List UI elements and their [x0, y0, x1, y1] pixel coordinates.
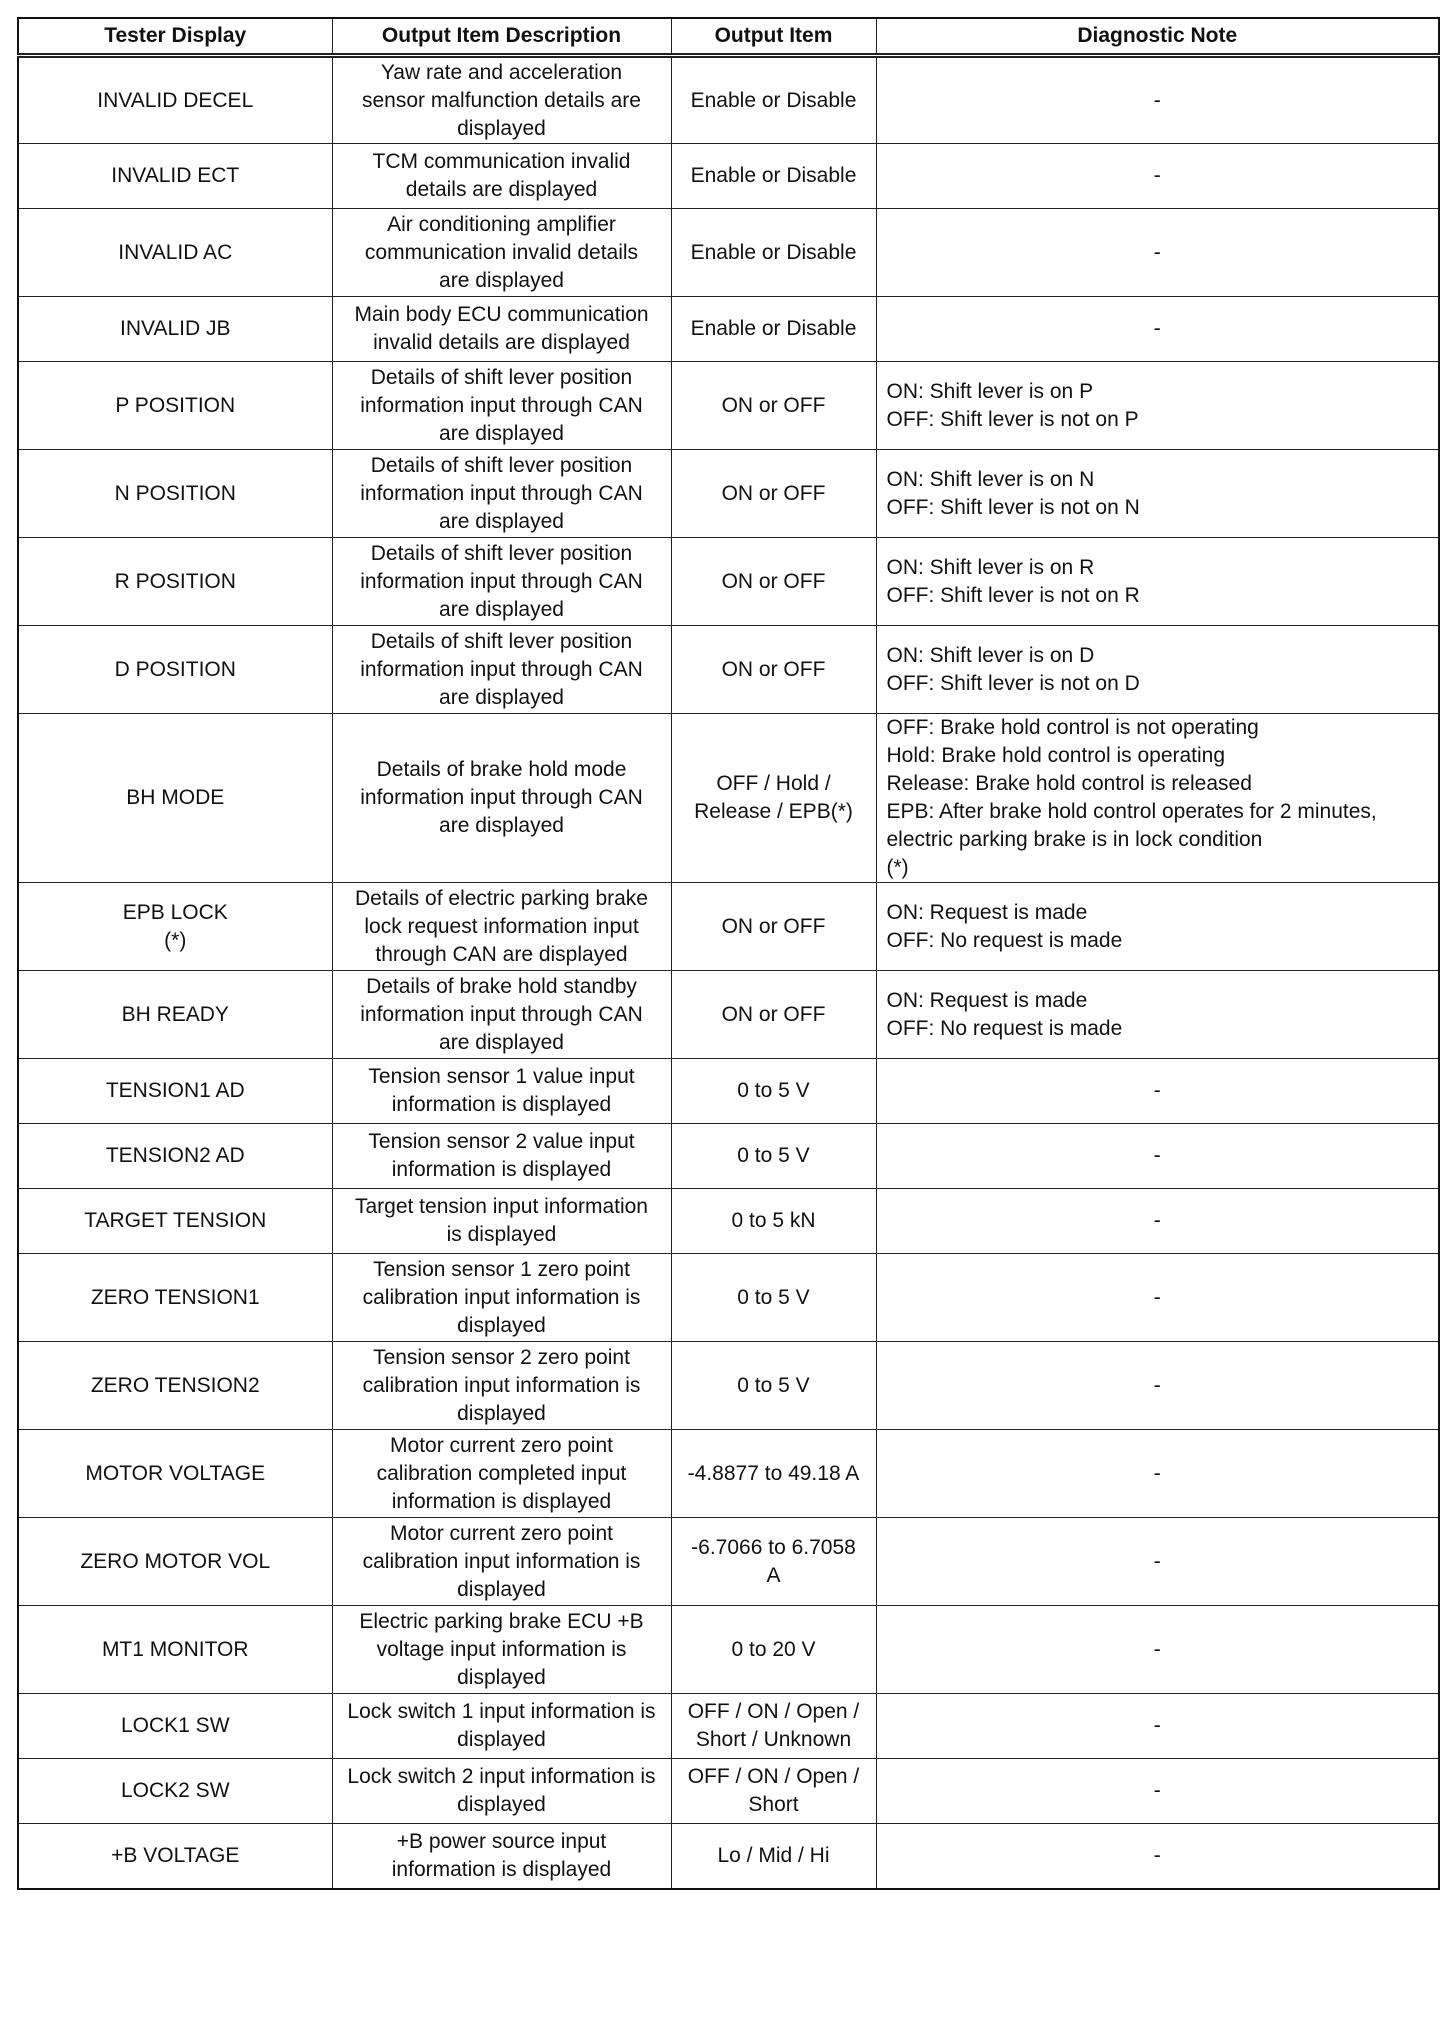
- output-item-description-cell: Yaw rate and acceleration sensor malfunction details are displayed: [332, 56, 671, 144]
- output-item-cell: Enable or Disable: [671, 144, 876, 209]
- output-item-cell: Enable or Disable: [671, 56, 876, 144]
- tester-display-cell: TARGET TENSION: [18, 1189, 332, 1254]
- output-item-cell: ON or OFF: [671, 626, 876, 714]
- tester-display-cell: TENSION1 AD: [18, 1059, 332, 1124]
- output-item-description-cell: TCM communication invalid details are displayed: [332, 144, 671, 209]
- tester-display-cell: EPB LOCK (*): [18, 883, 332, 971]
- table-row: [18, 1059, 1439, 1124]
- output-item-description-cell: Air conditioning amplifier communication invalid details are displayed: [332, 209, 671, 297]
- table-row: [18, 1189, 1439, 1254]
- output-item-cell: Enable or Disable: [671, 297, 876, 362]
- diagnostic-note-cell: -: [876, 1189, 1439, 1254]
- diagnostic-note-cell: -: [876, 1124, 1439, 1189]
- output-item-description-cell: Details of brake hold mode information input through CAN are displayed: [332, 714, 671, 883]
- data-list-table-sheet: [17, 17, 1438, 1890]
- tester-display-cell: P POSITION: [18, 362, 332, 450]
- output-item-description-cell: Details of electric parking brake lock request information input through CAN are displayed: [332, 883, 671, 971]
- table-row: [18, 538, 1439, 626]
- output-item-description-cell: Tension sensor 1 zero point calibration input information is displayed: [332, 1254, 671, 1342]
- output-item-cell: ON or OFF: [671, 450, 876, 538]
- output-item-cell: ON or OFF: [671, 971, 876, 1059]
- tester-display-cell: N POSITION: [18, 450, 332, 538]
- table-row: [18, 1254, 1439, 1342]
- tester-display-cell: ZERO MOTOR VOL: [18, 1518, 332, 1606]
- diagnostic-note-cell: ON: Shift lever is on R OFF: Shift lever is not on R: [876, 538, 1439, 626]
- table-body: [18, 56, 1439, 1889]
- output-item-cell: 0 to 5 V: [671, 1059, 876, 1124]
- diagnostic-note-cell: -: [876, 1694, 1439, 1759]
- tester-display-cell: BH MODE: [18, 714, 332, 883]
- output-item-cell: Lo / Mid / Hi: [671, 1824, 876, 1889]
- diagnostic-note-cell: -: [876, 297, 1439, 362]
- output-item-description-cell: +B power source input information is displayed: [332, 1824, 671, 1889]
- header-diagnostic-note: Diagnostic Note: [876, 18, 1439, 56]
- output-item-cell: OFF / ON / Open / Short: [671, 1759, 876, 1824]
- output-item-description-cell: Lock switch 2 input information is displayed: [332, 1759, 671, 1824]
- table-row: [18, 1430, 1439, 1518]
- table-row: [18, 626, 1439, 714]
- tester-display-cell: ZERO TENSION1: [18, 1254, 332, 1342]
- header-tester-display: Tester Display: [18, 18, 332, 56]
- output-item-cell: Enable or Disable: [671, 209, 876, 297]
- tester-display-cell: D POSITION: [18, 626, 332, 714]
- table-row: [18, 1694, 1439, 1759]
- output-item-description-cell: Lock switch 1 input information is displayed: [332, 1694, 671, 1759]
- diagnostic-note-cell: -: [876, 1606, 1439, 1694]
- output-item-cell: -6.7066 to 6.7058 A: [671, 1518, 876, 1606]
- output-item-cell: ON or OFF: [671, 883, 876, 971]
- output-item-cell: ON or OFF: [671, 538, 876, 626]
- output-item-description-cell: Target tension input information is displayed: [332, 1189, 671, 1254]
- output-item-cell: ON or OFF: [671, 362, 876, 450]
- diagnostic-note-cell: OFF: Brake hold control is not operating Hold: Brake hold control is operating Release: Brake hold control is released EPB: After brake hold control operates for 2 minutes, electric parking brake is in lock condition (*): [876, 714, 1439, 883]
- output-item-description-cell: Electric parking brake ECU +B voltage input information is displayed: [332, 1606, 671, 1694]
- table-row: [18, 714, 1439, 883]
- output-item-cell: 0 to 5 V: [671, 1124, 876, 1189]
- table-row: [18, 1342, 1439, 1430]
- tester-display-cell: +B VOLTAGE: [18, 1824, 332, 1889]
- table-row: [18, 1759, 1439, 1824]
- diagnostic-note-cell: -: [876, 209, 1439, 297]
- diagnostic-note-cell: -: [876, 1059, 1439, 1124]
- output-item-description-cell: Details of shift lever position information input through CAN are displayed: [332, 538, 671, 626]
- header-output-item: Output Item: [671, 18, 876, 56]
- output-item-description-cell: Main body ECU communication invalid details are displayed: [332, 297, 671, 362]
- table-row: [18, 1606, 1439, 1694]
- table-row: [18, 1824, 1439, 1889]
- table-row: [18, 297, 1439, 362]
- table-row: [18, 1518, 1439, 1606]
- tester-display-cell: INVALID AC: [18, 209, 332, 297]
- output-item-cell: 0 to 5 V: [671, 1342, 876, 1430]
- table-row: [18, 56, 1439, 144]
- diagnostic-note-cell: -: [876, 1254, 1439, 1342]
- output-item-cell: 0 to 20 V: [671, 1606, 876, 1694]
- table-row: [18, 971, 1439, 1059]
- diagnostic-note-cell: -: [876, 1759, 1439, 1824]
- output-item-description-cell: Details of shift lever position information input through CAN are displayed: [332, 626, 671, 714]
- output-item-description-cell: Tension sensor 2 value input information is displayed: [332, 1124, 671, 1189]
- tester-display-cell: LOCK1 SW: [18, 1694, 332, 1759]
- diagnostic-note-cell: ON: Request is made OFF: No request is made: [876, 971, 1439, 1059]
- header-output-item-description: Output Item Description: [332, 18, 671, 56]
- output-item-description-cell: Details of shift lever position information input through CAN are displayed: [332, 362, 671, 450]
- tester-display-cell: INVALID JB: [18, 297, 332, 362]
- data-list-table: [17, 17, 1440, 1890]
- diagnostic-note-cell: -: [876, 144, 1439, 209]
- tester-display-cell: MOTOR VOLTAGE: [18, 1430, 332, 1518]
- output-item-description-cell: Motor current zero point calibration completed input information is displayed: [332, 1430, 671, 1518]
- diagnostic-note-cell: ON: Request is made OFF: No request is made: [876, 883, 1439, 971]
- output-item-description-cell: Tension sensor 1 value input information is displayed: [332, 1059, 671, 1124]
- tester-display-cell: ZERO TENSION2: [18, 1342, 332, 1430]
- tester-display-cell: MT1 MONITOR: [18, 1606, 332, 1694]
- output-item-description-cell: Details of shift lever position information input through CAN are displayed: [332, 450, 671, 538]
- table-row: [18, 450, 1439, 538]
- output-item-description-cell: Motor current zero point calibration input information is displayed: [332, 1518, 671, 1606]
- table-header-row: [18, 18, 1439, 56]
- diagnostic-note-cell: -: [876, 1342, 1439, 1430]
- table-row: [18, 209, 1439, 297]
- output-item-cell: 0 to 5 V: [671, 1254, 876, 1342]
- table-row: [18, 362, 1439, 450]
- output-item-cell: -4.8877 to 49.18 A: [671, 1430, 876, 1518]
- table-row: [18, 1124, 1439, 1189]
- tester-display-cell: BH READY: [18, 971, 332, 1059]
- table-row: [18, 883, 1439, 971]
- diagnostic-note-cell: -: [876, 56, 1439, 144]
- tester-display-cell: LOCK2 SW: [18, 1759, 332, 1824]
- diagnostic-note-cell: ON: Shift lever is on D OFF: Shift lever is not on D: [876, 626, 1439, 714]
- diagnostic-note-cell: -: [876, 1430, 1439, 1518]
- output-item-cell: 0 to 5 kN: [671, 1189, 876, 1254]
- diagnostic-note-cell: -: [876, 1824, 1439, 1889]
- output-item-description-cell: Details of brake hold standby information input through CAN are displayed: [332, 971, 671, 1059]
- output-item-description-cell: Tension sensor 2 zero point calibration input information is displayed: [332, 1342, 671, 1430]
- diagnostic-note-cell: ON: Shift lever is on P OFF: Shift lever is not on P: [876, 362, 1439, 450]
- output-item-cell: OFF / ON / Open / Short / Unknown: [671, 1694, 876, 1759]
- output-item-cell: OFF / Hold / Release / EPB(*): [671, 714, 876, 883]
- diagnostic-note-cell: -: [876, 1518, 1439, 1606]
- tester-display-cell: INVALID DECEL: [18, 56, 332, 144]
- tester-display-cell: TENSION2 AD: [18, 1124, 332, 1189]
- tester-display-cell: R POSITION: [18, 538, 332, 626]
- tester-display-cell: INVALID ECT: [18, 144, 332, 209]
- table-row: [18, 144, 1439, 209]
- diagnostic-note-cell: ON: Shift lever is on N OFF: Shift lever is not on N: [876, 450, 1439, 538]
